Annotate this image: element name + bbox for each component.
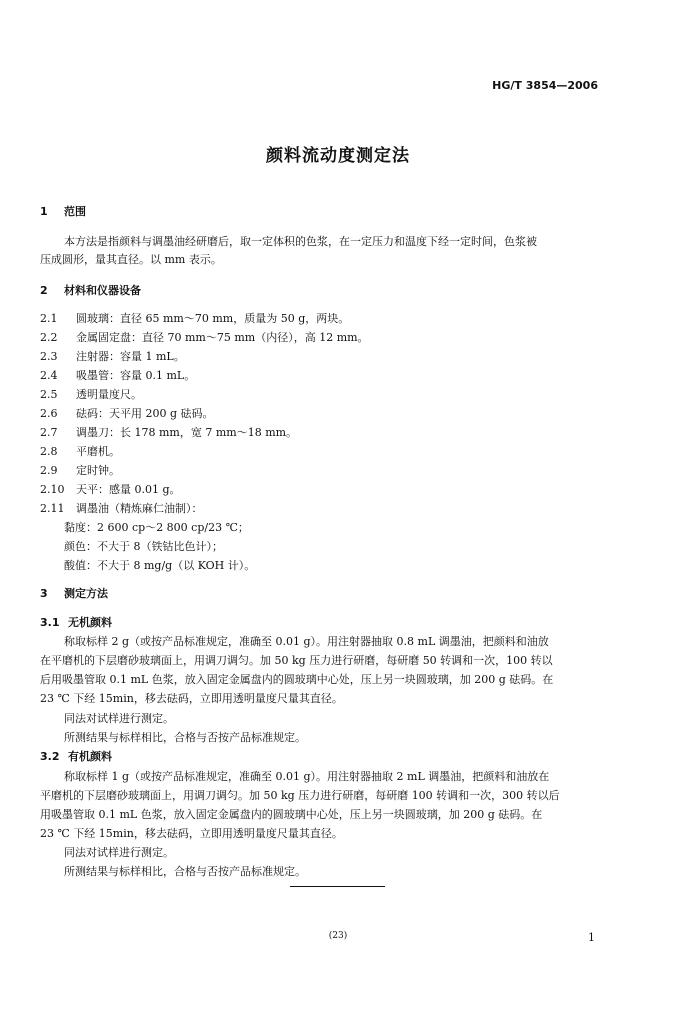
section-3-heading (40, 585, 108, 601)
item-text: 注射器：容量 1 mL。 (76, 350, 185, 363)
item-number: 2.2 (40, 331, 58, 344)
item-text: 吸墨管：容量 0.1 mL。 (76, 369, 196, 382)
list-item (40, 443, 120, 459)
paragraph-line: 用吸墨管取 0.1 mL 色浆，放入固定金属盘内的圆玻璃中心处，压上另一块圆玻璃，加 200 g 砝码。在 (40, 808, 543, 821)
end-rule (290, 886, 385, 887)
section-3-number: 3 (40, 587, 48, 600)
paragraph-line: 平磨机的下层磨砂玻璃面上，用调刀调匀。加 50 kg 压力进行研磨，每研磨 100 转调和一次，300 转以后 (40, 789, 560, 802)
subsection-3-1-title: 无机颜料 (68, 616, 112, 629)
list-item (40, 462, 120, 478)
paragraph-line: 同法对试样进行测定。 (64, 846, 174, 859)
item-number: 2.9 (40, 464, 58, 477)
oil-spec-viscosity: 黏度：2 600 cp～2 800 cp/23 ℃； (64, 521, 249, 534)
paragraph-line: 后用吸墨管取 0.1 mL 色浆，放入固定金属盘内的圆玻璃中心处，压上另一块圆玻璃，加 200 g 砝码。在 (40, 673, 554, 686)
list-item (40, 424, 297, 440)
paragraph-line: 所测结果与标样相比，合格与否按产品标准规定。 (64, 865, 306, 878)
list-item (40, 367, 195, 383)
item-number: 2.6 (40, 407, 58, 420)
item-text: 圆玻璃：直径 65 mm～70 mm，质量为 50 g，两块。 (76, 312, 350, 325)
paragraph-line: 称取标样 2 g（或按产品标准规定，准确至 0.01 g）。用注射器抽取 0.8 mL 调墨油，把颜料和油放 (64, 635, 549, 648)
page-number-center: (23) (328, 931, 348, 941)
subsection-3-1-heading (40, 614, 112, 630)
list-item (40, 481, 181, 497)
item-number: 2.5 (40, 388, 58, 401)
list-item (40, 348, 185, 364)
item-number: 2.11 (40, 502, 65, 515)
item-text: 金属固定盘：直径 70 mm～75 mm（内径），高 12 mm。 (76, 331, 369, 344)
paragraph-line: 在平磨机的下层磨砂玻璃面上，用调刀调匀。加 50 kg 压力进行研磨，每研磨 50 转调和一次，100 转以 (40, 654, 553, 667)
subsection-3-2-number: 3.2 (40, 750, 60, 763)
oil-spec-color: 颜色：不大于 8（铁钴比色计）； (64, 540, 223, 553)
item-text: 天平：感量 0.01 g。 (76, 483, 181, 496)
list-item (40, 405, 214, 421)
section-2-title: 材料和仪器设备 (64, 284, 141, 297)
paragraph-line: 23 ℃ 下经 15min，移去砝码，立即用透明量度尺量其直径。 (40, 827, 343, 840)
item-text: 砝码：天平用 200 g 砝码。 (76, 407, 214, 420)
item-number: 2.8 (40, 445, 58, 458)
section-3-title: 测定方法 (64, 587, 108, 600)
paragraph-line: 同法对试样进行测定。 (64, 712, 174, 725)
section-1-paragraph-line-1: 本方法是指颜料与调墨油经研磨后，取一定体积的色浆，在一定压力和温度下经一定时间，色浆被 (64, 235, 537, 248)
list-item (40, 310, 349, 326)
subsection-3-1-number: 3.1 (40, 616, 60, 629)
subsection-3-2-heading (40, 748, 112, 764)
section-2-number: 2 (40, 284, 48, 297)
item-number: 2.1 (40, 312, 58, 325)
document-title: 颜料流动度测定法 (266, 146, 410, 166)
paragraph-line: 所测结果与标样相比，合格与否按产品标准规定。 (64, 731, 306, 744)
section-1-heading (40, 203, 86, 219)
item-text: 透明量度尺。 (76, 388, 142, 401)
standard-code: HG/T 3854—2006 (492, 79, 598, 92)
subsection-3-2-title: 有机颜料 (68, 750, 112, 763)
section-2-heading (40, 282, 141, 298)
item-text: 调墨油（精炼麻仁油制）： (76, 502, 203, 515)
section-1-paragraph-line-2: 压成圆形，量其直径。以 mm 表示。 (40, 253, 222, 266)
item-number: 2.3 (40, 350, 58, 363)
item-number: 2.4 (40, 369, 58, 382)
paragraph-line: 称取标样 1 g（或按产品标准规定，准确至 0.01 g）。用注射器抽取 2 mL 调墨油，把颜料和油放在 (64, 770, 550, 783)
item-number: 2.7 (40, 426, 58, 439)
page-number-right: 1 (588, 931, 595, 944)
section-1-number: 1 (40, 205, 48, 218)
section-1-title: 范围 (64, 205, 86, 218)
paragraph-line: 23 ℃ 下经 15min，移去砝码，立即用透明量度尺量其直径。 (40, 692, 343, 705)
item-text: 定时钟。 (76, 464, 120, 477)
list-item (40, 329, 369, 345)
item-number: 2.10 (40, 483, 65, 496)
item-text: 平磨机。 (76, 445, 120, 458)
list-item (40, 386, 142, 402)
item-text: 调墨刀：长 178 mm，宽 7 mm～18 mm。 (76, 426, 298, 439)
list-item (40, 500, 203, 516)
oil-spec-acid-value: 酸值：不大于 8 mg/g（以 KOH 计）。 (64, 559, 256, 572)
